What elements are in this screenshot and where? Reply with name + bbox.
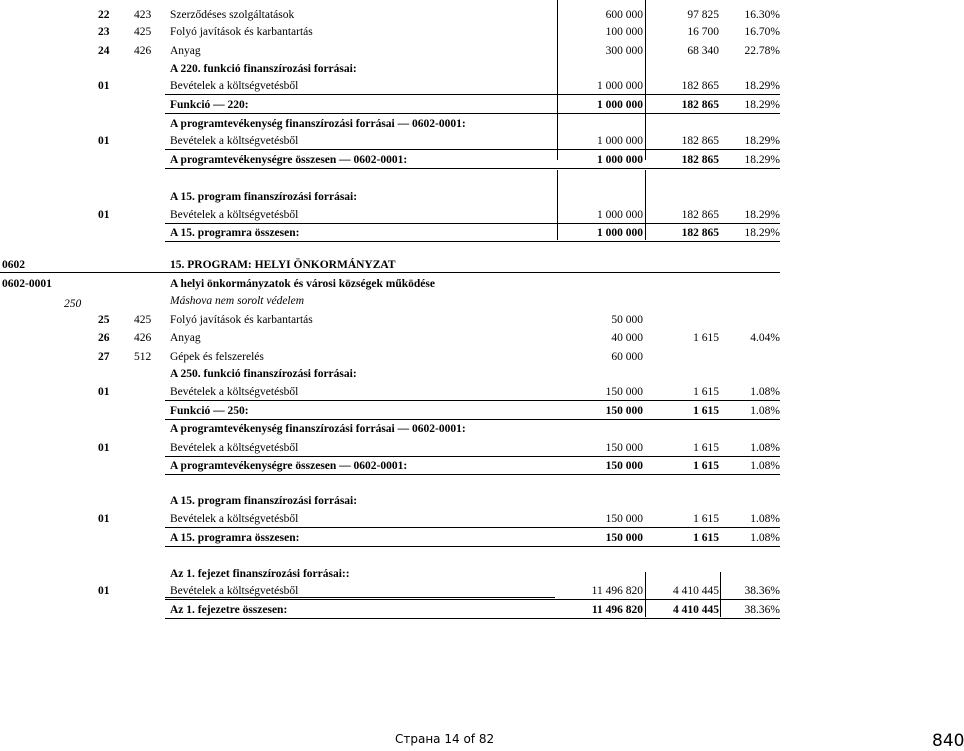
- section-rule: [0, 272, 780, 273]
- row-label: A programtevékenység finanszírozási forrásai — 0602-0001:: [170, 118, 466, 130]
- planned-amount: 300 000: [605, 45, 643, 57]
- row-label: Bevételek a költségvetésből: [170, 386, 299, 398]
- row-label: A 250. funkció finanszírozási forrásai:: [170, 368, 357, 380]
- row-label: Bevételek a költségvetésből: [170, 80, 299, 92]
- planned-amount: 1 000 000: [597, 99, 643, 111]
- section-rule: [165, 597, 555, 598]
- execution-percent: 18.29%: [744, 80, 780, 92]
- row-underline: [165, 223, 780, 224]
- execution-percent: 1.08%: [750, 460, 780, 472]
- row-number: 01: [98, 585, 110, 597]
- column-separator: [645, 170, 646, 240]
- execution-percent: 18.29%: [744, 135, 780, 147]
- row-label: Bevételek a költségvetésből: [170, 135, 299, 147]
- row-label: A 220. funkció finanszírozási forrásai:: [170, 63, 357, 75]
- planned-amount: 150 000: [605, 405, 643, 417]
- row-underline: [165, 474, 780, 475]
- row-underline: [165, 241, 780, 242]
- row-label: A programtevékenységre összesen — 0602-0001:: [170, 154, 408, 166]
- planned-amount: 150 000: [605, 386, 643, 398]
- row-underline: [165, 149, 780, 150]
- row-number: 01: [98, 386, 110, 398]
- row-underline: [165, 94, 780, 95]
- row-label: Funkció — 250:: [170, 405, 249, 417]
- row-number: 01: [98, 209, 110, 221]
- row-number: 26: [98, 332, 110, 344]
- row-underline: [165, 400, 780, 401]
- row-number: 22: [98, 9, 110, 21]
- row-label: A helyi önkormányzatok és városi községek működése: [170, 278, 435, 290]
- executed-amount: 1 615: [693, 386, 719, 398]
- row-underline: [165, 168, 780, 169]
- row-label: Bevételek a költségvetésből: [170, 585, 299, 597]
- planned-amount: 1 000 000: [597, 154, 643, 166]
- execution-percent: 16.70%: [744, 26, 780, 38]
- row-label: Bevételek a költségvetésből: [170, 513, 299, 525]
- executed-amount: 182 865: [681, 80, 719, 92]
- planned-amount: 600 000: [605, 9, 643, 21]
- row-underline: [165, 618, 780, 619]
- economic-code: 425: [134, 314, 152, 326]
- economic-code: 425: [134, 26, 152, 38]
- execution-percent: 1.08%: [750, 405, 780, 417]
- page-indicator: Страна 14 of 82: [395, 732, 495, 746]
- row-label: Máshova nem sorolt védelem: [170, 295, 305, 307]
- planned-amount: 150 000: [605, 513, 643, 525]
- row-label: A programtevékenységre összesen — 0602-0001:: [170, 460, 408, 472]
- row-label: Bevételek a költségvetésből: [170, 209, 299, 221]
- executed-amount: 1 615: [693, 405, 719, 417]
- row-label: Szerződéses szolgáltatások: [170, 9, 295, 21]
- row-underline: [165, 456, 780, 457]
- planned-amount: 1 000 000: [597, 209, 643, 221]
- row-underline: [165, 546, 780, 547]
- execution-percent: 1.08%: [750, 513, 780, 525]
- executed-amount: 68 340: [687, 45, 719, 57]
- planned-amount: 60 000: [611, 351, 643, 363]
- executed-amount: 4 410 445: [673, 585, 719, 597]
- execution-percent: 38.36%: [744, 585, 780, 597]
- row-underline: [165, 599, 780, 600]
- economic-code: 426: [134, 45, 152, 57]
- planned-amount: 50 000: [611, 314, 643, 326]
- execution-percent: 1.08%: [750, 532, 780, 544]
- execution-percent: 18.29%: [744, 99, 780, 111]
- execution-percent: 22.78%: [744, 45, 780, 57]
- row-label: Funkció — 220:: [170, 99, 249, 111]
- executed-amount: 4 410 445: [673, 604, 719, 616]
- planned-amount: 150 000: [605, 460, 643, 472]
- executed-amount: 182 865: [681, 135, 719, 147]
- program-code: 0602-0001: [2, 278, 52, 290]
- executed-amount: 1 615: [693, 332, 719, 344]
- executed-amount: 182 865: [681, 154, 719, 166]
- planned-amount: 11 496 820: [591, 604, 643, 616]
- column-separator: [645, 572, 646, 617]
- executed-amount: 182 865: [681, 227, 719, 239]
- planned-amount: 1 000 000: [597, 135, 643, 147]
- row-number: 01: [98, 80, 110, 92]
- row-label: Gépek és felszerelés: [170, 351, 264, 363]
- executed-amount: 1 615: [693, 460, 719, 472]
- row-number: 01: [98, 442, 110, 454]
- executed-amount: 1 615: [693, 513, 719, 525]
- column-separator: [557, 170, 558, 240]
- row-label: 15. PROGRAM: HELYI ÖNKORMÁNYZAT: [170, 259, 396, 271]
- executed-amount: 182 865: [681, 99, 719, 111]
- economic-code: 426: [134, 332, 152, 344]
- row-label: Folyó javítások és karbantartás: [170, 26, 313, 38]
- planned-amount: 1 000 000: [597, 80, 643, 92]
- executed-amount: 182 865: [681, 209, 719, 221]
- row-label: A 15. program finanszírozási forrásai:: [170, 495, 358, 507]
- economic-code: 512: [134, 351, 152, 363]
- row-label: Az 1. fejezetre összesen:: [170, 604, 288, 616]
- executed-amount: 16 700: [687, 26, 719, 38]
- column-separator: [557, 0, 558, 160]
- planned-amount: 11 496 820: [591, 585, 643, 597]
- row-label: A programtevékenység finanszírozási forrásai — 0602-0001:: [170, 423, 466, 435]
- execution-percent: 18.29%: [744, 209, 780, 221]
- planned-amount: 150 000: [605, 532, 643, 544]
- execution-percent: 1.08%: [750, 442, 780, 454]
- row-number: 27: [98, 351, 110, 363]
- row-underline: [165, 113, 780, 114]
- execution-percent: 1.08%: [750, 386, 780, 398]
- row-number: 24: [98, 45, 110, 57]
- row-underline: [165, 419, 780, 420]
- row-label: A 15. programra összesen:: [170, 532, 300, 544]
- row-number: 25: [98, 314, 110, 326]
- row-label: Az 1. fejezet finanszírozási forrásai::: [170, 568, 350, 580]
- column-separator: [720, 572, 721, 617]
- economic-code: 423: [134, 9, 152, 21]
- column-separator: [645, 0, 646, 160]
- row-label: Anyag: [170, 332, 201, 344]
- row-label: Folyó javítások és karbantartás: [170, 314, 313, 326]
- function-code: 250: [64, 298, 82, 310]
- executed-amount: 97 825: [687, 9, 719, 21]
- row-label: Anyag: [170, 45, 201, 57]
- execution-percent: 4.04%: [750, 332, 780, 344]
- execution-percent: 16.30%: [744, 9, 780, 21]
- execution-percent: 18.29%: [744, 227, 780, 239]
- row-label: Bevételek a költségvetésből: [170, 442, 299, 454]
- planned-amount: 40 000: [611, 332, 643, 344]
- row-number: 01: [98, 513, 110, 525]
- planned-amount: 100 000: [605, 26, 643, 38]
- executed-amount: 1 615: [693, 532, 719, 544]
- planned-amount: 150 000: [605, 442, 643, 454]
- row-label: A 15. program finanszírozási forrásai:: [170, 191, 358, 203]
- executed-amount: 1 615: [693, 442, 719, 454]
- program-code: 0602: [2, 259, 25, 271]
- execution-percent: 18.29%: [744, 154, 780, 166]
- row-number: 01: [98, 135, 110, 147]
- row-underline: [165, 527, 780, 528]
- planned-amount: 1 000 000: [597, 227, 643, 239]
- page-number: 840: [932, 731, 964, 751]
- row-label: A 15. programra összesen:: [170, 227, 300, 239]
- row-number: 23: [98, 26, 110, 38]
- execution-percent: 38.36%: [744, 604, 780, 616]
